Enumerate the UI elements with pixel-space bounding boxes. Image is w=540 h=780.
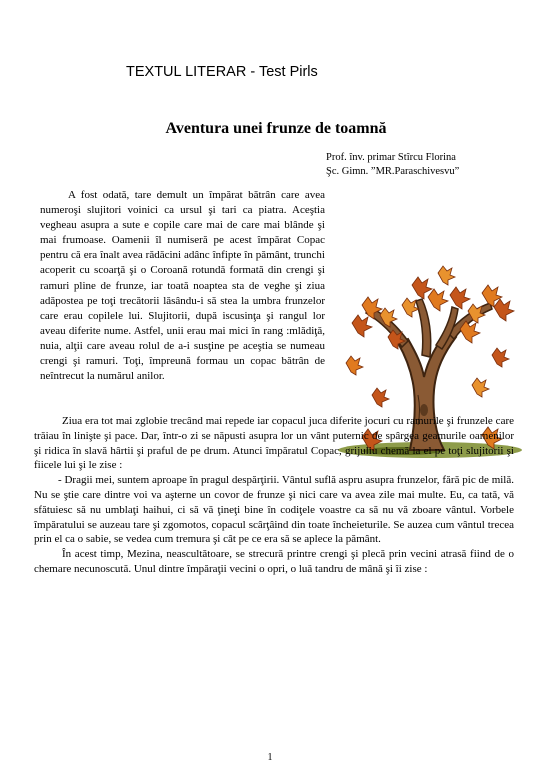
paragraph-1-text: A fost odată, tare demult un împărat bătrân care avea numeroşi slujitori voinici ca ursul şi tari ca piatra. Aceştia vegheau asupra a sute e copile care mai de care mai blânde şi mai frumoase. Oamenii îl numiseră pe acest împărat Copac pentru că era înalt avea rădăcini adânc înfipte în pământ, trunchi acoperit cu scoarţă şi o Coroană rotundă formată din crengi şi ramuri pline de frunze, iar toată noaptea sta de veghe şi ziua adăpostea pe toţi trecătorii lăsându-i să stea la umbra frunzelor care erau copilele lui. Slujitorii, după iscusinţa şi rangul lor aveau diferite nume. Astfel, unii erau mai mici în rang :mlădiţă, nuia, alţii care aveau rolul de a-i susţine pe aceştia se numeau crengi şi ramuri. Toţi, împreună formau un copac bătrân de neîntrecut la numărul anilor. [40, 189, 325, 383]
paragraph-2-text: Ziua era tot mai zglobie trecând mai repede iar copacul juca diferite jocuri cu ramurile şi frunzele care trăiau în linişte şi pace. Dar, într-o zi se năpusti asupra lor un vânt puternic de spârgea geamurile oamenilor şi ridica în slavă hârtii şi praful de pe drum. Atunci împăratul Copac, grijuliu chemă la el pe toţi slujitorii şi fiicele lui şi le zise : [34, 415, 514, 472]
author-name: Prof. înv. primar Stîrcu Florina [326, 152, 456, 163]
paragraph-3 [34, 473, 514, 547]
leaf-icon [372, 388, 389, 407]
leaf-icon [472, 378, 489, 397]
paragraph-4-text: În acest timp, Mezina, neascultătoare, se strecură printre crengi şi plecă prin vecini atrasă fiind de o chemare necunoscută. Unul dintre împăraţii vecini o opri, o luă tandru de mână şi îi zise : [34, 548, 514, 575]
story-body [34, 414, 514, 577]
story-title-text: Aventura unei frunze de toamnă [165, 120, 387, 137]
paragraph-1 [40, 188, 325, 384]
leaf-icon [352, 315, 372, 337]
leaf-icon [450, 287, 470, 309]
page-number: 1 [267, 752, 273, 763]
paragraph-3-text: - Dragii mei, suntem aproape în pragul despărţirii. Vântul suflă aspru asupra frunzelor, fără pic de milă. Nu se ştie care dintre voi va aşterne un covor de frunze şi nici care va avea zile mai multe. Eu, ca tată, vă sfătuiesc să nu umblaţi haihui, ci să vă ţineţi bine în codiţele voastre ca să nu vă zboare vântul. Vorbele împăratului se auzeau tare şi zgomotos, copacul scârţâind din toate încheieturile. Se auzea cum vântul trecea prin el ca o sabie, se vedea cum tremura şi cât pe ce era să se aplece la pământ. [34, 474, 514, 546]
leaf-icon [494, 299, 514, 321]
document-header: TEXTUL LITERAR - Test Pirls [126, 64, 318, 80]
leaf-icon [346, 356, 363, 375]
tree-branch-upper [416, 299, 431, 357]
leaf-icon [428, 289, 448, 311]
leaf-icon [492, 348, 509, 367]
paragraph-2 [34, 414, 514, 473]
author-school: Şc. Gimn. ”MR.Paraschivesvu” [326, 166, 460, 177]
story-title [0, 120, 540, 138]
leaf-icon [438, 266, 455, 285]
paragraph-4 [34, 547, 514, 577]
author-block [326, 151, 459, 179]
